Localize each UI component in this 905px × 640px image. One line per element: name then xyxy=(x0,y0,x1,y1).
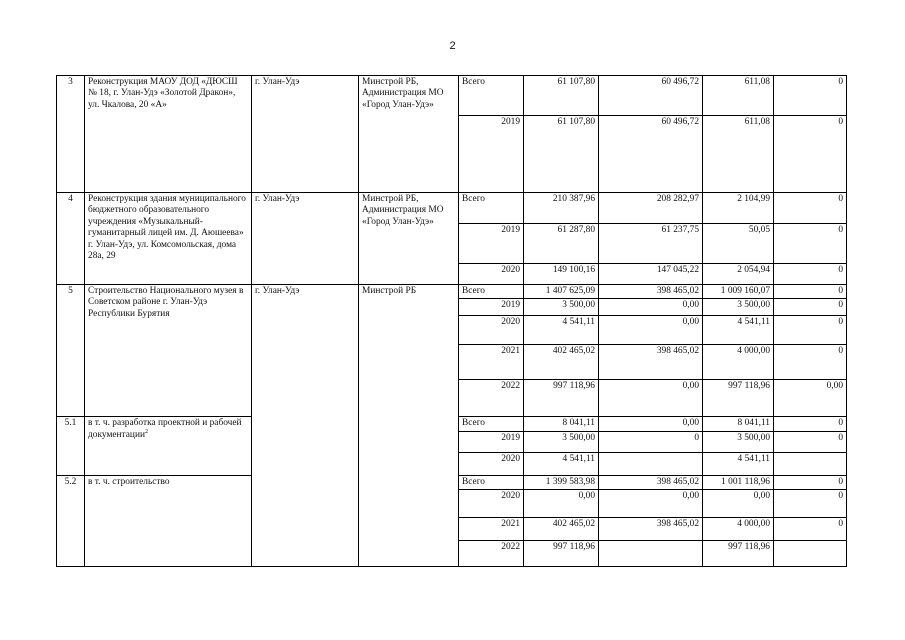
regional-amount: 0,00 xyxy=(703,490,774,518)
regional-amount: 611,08 xyxy=(703,116,774,193)
total-amount: 997 118,96 xyxy=(524,541,599,567)
regional-amount: 2 054,94 xyxy=(703,264,774,285)
total-amount: 4 541,11 xyxy=(524,452,599,475)
funding-period: 2019 xyxy=(459,299,524,316)
total-amount: 402 465,02 xyxy=(524,345,599,380)
funding-period: 2020 xyxy=(459,264,524,285)
object-name xyxy=(85,285,252,417)
regional-amount: 3 500,00 xyxy=(703,299,774,316)
funding-period: Всего xyxy=(459,475,524,489)
local-amount: 0 xyxy=(774,299,847,316)
total-amount: 210 387,96 xyxy=(524,193,599,224)
total-amount: 1 399 583,98 xyxy=(524,475,599,489)
object-name xyxy=(85,193,252,285)
total-amount: 61 107,80 xyxy=(524,116,599,193)
funding-period: 2022 xyxy=(459,380,524,417)
funding-period: 2020 xyxy=(459,490,524,518)
location: г. Улан-Удэ xyxy=(252,76,359,193)
local-amount: 0 xyxy=(774,431,847,452)
object-name-text: в т. ч. разработка проектной и рабочей документации xyxy=(88,418,242,440)
funding-period: 2019 xyxy=(459,116,524,193)
local-amount: 0 xyxy=(774,490,847,518)
federal-amount: 0,00 xyxy=(599,417,703,431)
table-row xyxy=(57,193,847,224)
total-amount: 3 500,00 xyxy=(524,299,599,316)
customer: Минстрой РБ, Администрация МО «Город Улан-Удэ» xyxy=(359,76,459,193)
funding-period: Всего xyxy=(459,193,524,224)
customer: Минстрой РБ, Администрация МО «Город Улан-Удэ» xyxy=(359,193,459,285)
federal-amount: 61 237,75 xyxy=(599,224,703,264)
federal-amount: 60 496,72 xyxy=(599,116,703,193)
regional-amount: 611,08 xyxy=(703,76,774,116)
federal-amount: 398 465,02 xyxy=(599,475,703,489)
federal-amount: 0,00 xyxy=(599,316,703,345)
local-amount: 0 xyxy=(774,116,847,193)
federal-amount: 147 045,22 xyxy=(599,264,703,285)
federal-amount: 0,00 xyxy=(599,299,703,316)
federal-amount: 398 465,02 xyxy=(599,518,703,541)
row-number: 3 xyxy=(57,76,85,193)
funding-period: 2022 xyxy=(459,541,524,567)
regional-amount: 4 000,00 xyxy=(703,345,774,380)
federal-amount: 0 xyxy=(599,431,703,452)
federal-amount: 208 282,97 xyxy=(599,193,703,224)
federal-amount: 0,00 xyxy=(599,380,703,417)
regional-amount: 8 041,11 xyxy=(703,417,774,431)
row-number: 4 xyxy=(57,193,85,285)
federal-amount: 60 496,72 xyxy=(599,76,703,116)
total-amount: 3 500,00 xyxy=(524,431,599,452)
location: г. Улан-Удэ xyxy=(252,285,359,567)
footnote-mark: 2 xyxy=(144,428,148,435)
funding-period: 2021 xyxy=(459,518,524,541)
object-name xyxy=(85,76,252,193)
funding-period: 2020 xyxy=(459,452,524,475)
page-number: 2 xyxy=(449,40,456,52)
object-name-text: Реконструкция здания муниципального бюджетного образовательного учреждения «Музыкальный-гуманитарный лицей им. Д. Аюшеева» г. Улан-Удэ, ул. Комсомольская, дома 28а, 29 xyxy=(88,194,246,262)
total-amount: 61 107,80 xyxy=(524,76,599,116)
regional-amount: 1 001 118,96 xyxy=(703,475,774,489)
local-amount xyxy=(774,452,847,475)
total-amount: 0,00 xyxy=(524,490,599,518)
funding-period: Всего xyxy=(459,285,524,299)
total-amount: 61 287,80 xyxy=(524,224,599,264)
total-amount: 149 100,16 xyxy=(524,264,599,285)
customer: Минстрой РБ xyxy=(359,285,459,567)
regional-amount: 4 000,00 xyxy=(703,518,774,541)
local-amount: 0 xyxy=(774,345,847,380)
funding-period: 2019 xyxy=(459,431,524,452)
regional-amount: 2 104,99 xyxy=(703,193,774,224)
local-amount xyxy=(774,541,847,567)
regional-amount: 4 541,11 xyxy=(703,452,774,475)
total-amount: 997 118,96 xyxy=(524,380,599,417)
object-name xyxy=(85,475,252,566)
regional-amount: 4 541,11 xyxy=(703,316,774,345)
object-name-text: Реконструкция МАОУ ДОД «ДЮСШ № 18, г. Улан-Удэ «Золотой Дракон», ул. Чкалова, 20 «А» xyxy=(88,77,238,110)
regional-amount: 997 118,96 xyxy=(703,380,774,417)
federal-amount: 398 465,02 xyxy=(599,285,703,299)
funding-period: Всего xyxy=(459,417,524,431)
federal-amount xyxy=(599,541,703,567)
federal-amount: 0,00 xyxy=(599,490,703,518)
object-name-text: Строительство Национального музея в Советском районе г. Улан-Удэ Республики Бурятия xyxy=(88,286,244,319)
local-amount: 0 xyxy=(774,475,847,489)
local-amount: 0 xyxy=(774,264,847,285)
local-amount: 0 xyxy=(774,224,847,264)
regional-amount: 50,05 xyxy=(703,224,774,264)
regional-amount: 1 009 160,07 xyxy=(703,285,774,299)
local-amount: 0 xyxy=(774,316,847,345)
federal-amount xyxy=(599,452,703,475)
table-row xyxy=(57,285,847,299)
funding-period: 2019 xyxy=(459,224,524,264)
funding-period: 2020 xyxy=(459,316,524,345)
table-row xyxy=(57,76,847,116)
regional-amount: 3 500,00 xyxy=(703,431,774,452)
row-number: 5 xyxy=(57,285,85,417)
total-amount: 402 465,02 xyxy=(524,518,599,541)
local-amount: 0 xyxy=(774,518,847,541)
total-amount: 1 407 625,09 xyxy=(524,285,599,299)
funding-period: 2021 xyxy=(459,345,524,380)
object-name xyxy=(85,417,252,475)
budget-table xyxy=(56,75,847,567)
regional-amount: 997 118,96 xyxy=(703,541,774,567)
local-amount: 0 xyxy=(774,285,847,299)
total-amount: 8 041,11 xyxy=(524,417,599,431)
local-amount: 0 xyxy=(774,193,847,224)
federal-amount: 398 465,02 xyxy=(599,345,703,380)
local-amount: 0,00 xyxy=(774,380,847,417)
location: г. Улан-Удэ xyxy=(252,193,359,285)
local-amount: 0 xyxy=(774,76,847,116)
row-number: 5.2 xyxy=(57,475,85,566)
object-name-text: в т. ч. строительство xyxy=(88,476,170,487)
local-amount: 0 xyxy=(774,417,847,431)
row-number: 5.1 xyxy=(57,417,85,475)
funding-period: Всего xyxy=(459,76,524,116)
total-amount: 4 541,11 xyxy=(524,316,599,345)
